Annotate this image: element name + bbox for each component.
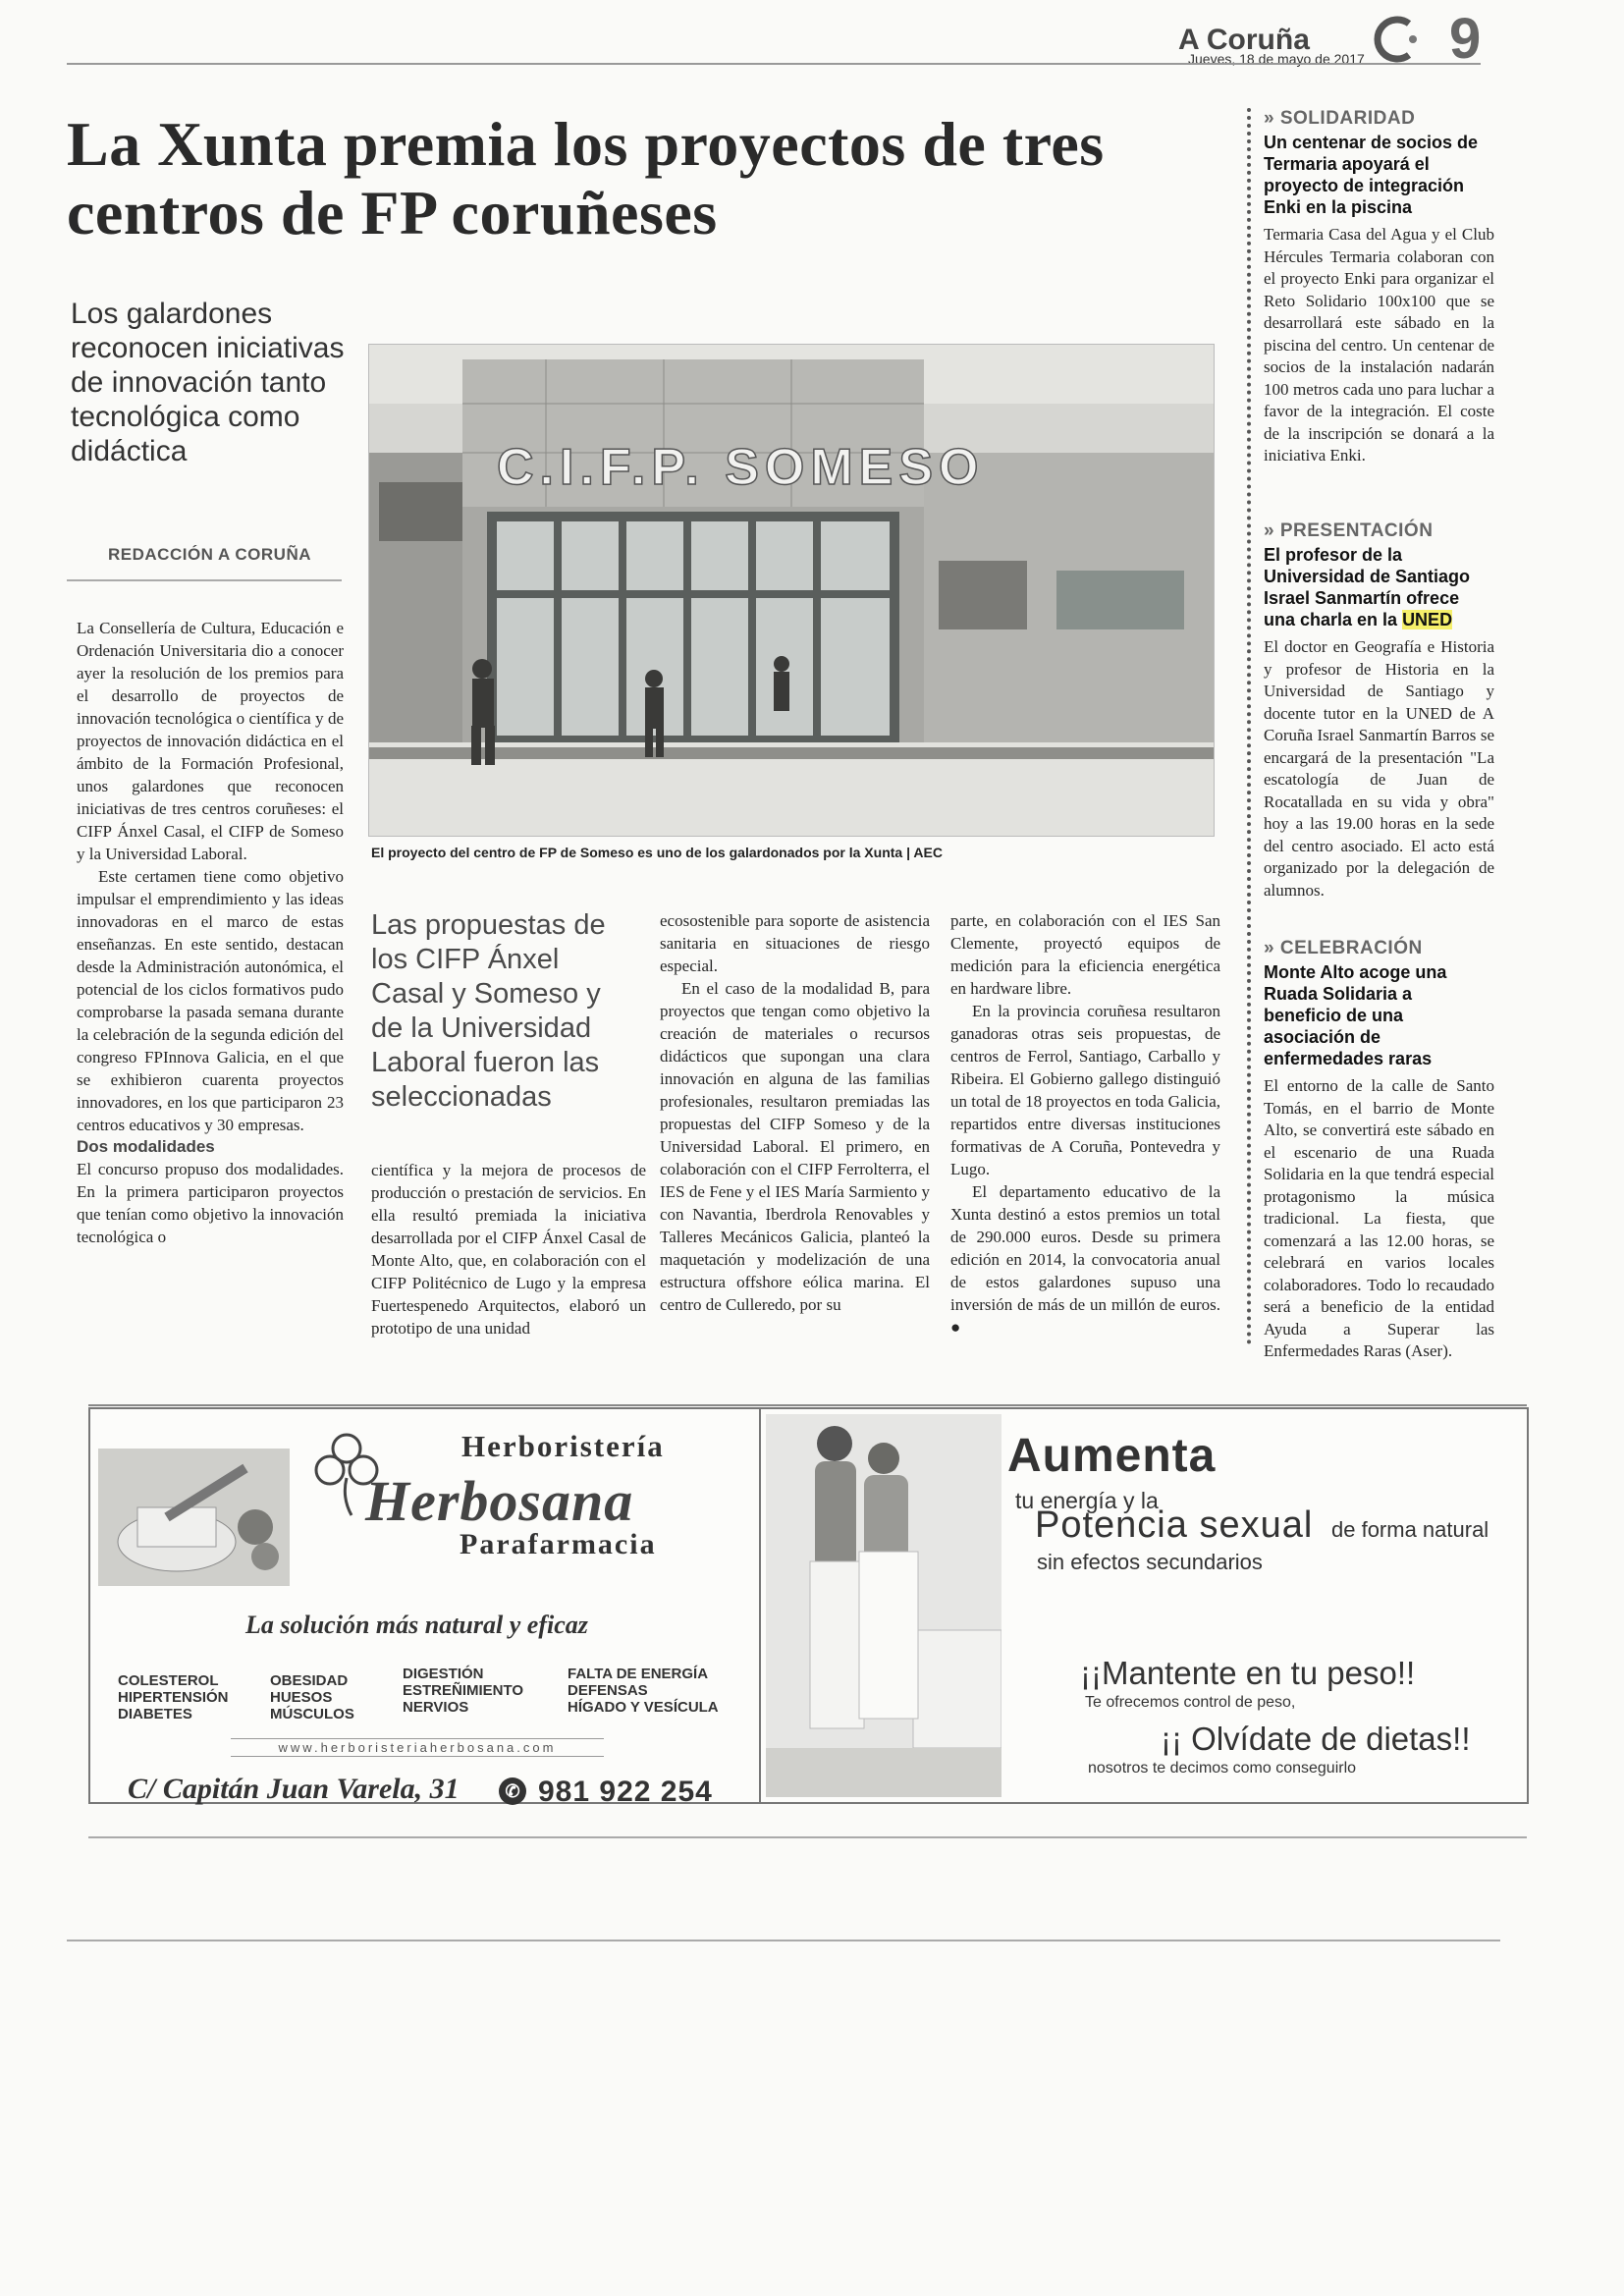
double-chevron-icon: » (1264, 938, 1275, 958)
article-column-1 (77, 617, 344, 1248)
aumenta-line6: ¡¡ Olvídate de dietas!! (1161, 1721, 1471, 1757)
list-item: OBESIDAD (270, 1672, 349, 1689)
aumenta-line4: ¡¡Mantente en tu peso!! (1080, 1655, 1416, 1691)
list-item: HÍGADO Y VESÍCULA (568, 1699, 719, 1716)
brief-kicker (1264, 520, 1494, 542)
aumenta-line2: Potencia sexual (1035, 1504, 1314, 1546)
page-bottom-rule (67, 1940, 1500, 1941)
section-name: A Coruña (1178, 24, 1310, 56)
pull-quote: Las propuestas de los CIFP Ánxel Casal y Someso y de la Universidad Laboral fueron las seleccionadas (371, 909, 606, 1113)
paragraph (950, 1180, 1220, 1339)
list-item: HIPERTENSIÓN (118, 1689, 229, 1706)
herbosana-line1: Herboristería (461, 1429, 665, 1463)
brief-title (1264, 544, 1494, 630)
herbosana-list-2 (270, 1672, 354, 1722)
byline-rule (67, 579, 342, 581)
photo-caption: El proyecto del centro de FP de Someso es uno de los galardonados por la Xunta | AEC (371, 845, 943, 860)
byline: REDACCIÓN A CORUÑA (108, 545, 312, 564)
kicker-label: PRESENTACIÓN (1279, 520, 1434, 541)
issue-date: Jueves, 18 de mayo de 2017 (1188, 51, 1365, 67)
paragraph: La Consellería de Cultura, Educación e Ordenación Universitaria dio a conocer ayer la resolución de los premios para el desarrollo de proyectos de innovación tecnológica o científica y de proyectos de innovación didáctica en el ámbito de la Formación Profesional, unos galardones que reconocen iniciativas de tres centros coruñeses: el CIFP Ánxel Casal, el CIFP de Someso y la Universidad Laboral. (77, 619, 344, 863)
paragraph: El concurso propuso dos modalidades. En la primera participaron proyectos que tenían como objetivo la innovación tecnológica o (77, 1160, 344, 1246)
herbosana-slogan: La solución más natural y eficaz (245, 1611, 588, 1639)
herbosana-list-3 (403, 1666, 523, 1716)
aumenta-line5: Te ofrecemos control de peso, (1085, 1694, 1296, 1711)
paragraph: En el caso de la modalidad B, para proyectos que tengan como objetivo la creación de materiales o recursos didácticos que supongan una clara innovación en alguna de las familias profesionales, resultaron premiadas las propuestas del CIFP Someso y de la Universidad Laboral. El primero, en colaboración con el CIFP Ferrolterra, el IES de Fene y el IES María Sarmiento y con Navantia, Iberdrola Renovables y Talleres Mecánicos Galicia, planteó la maquetación y modelización de una estructura offshore eólica marina. El centro de Culleredo, por su (660, 979, 930, 1314)
brief-title: Un centenar de socios de Termaria apoyará el proyecto de integración Enki en la piscina (1264, 133, 1479, 217)
aumenta-line3: sin efectos secundarios (1037, 1550, 1263, 1574)
paragraph-text: El departamento educativo de la Xunta destinó a estos premios un total de 290.000 euros. Desde su primera edición en 2014, la convocatoria anual de estos galardones supuso una inversión de más de un millón de euros. (950, 1182, 1220, 1314)
aumenta-line7: nosotros te decimos como conseguirlo (1088, 1760, 1357, 1777)
subhead-dos-modalidades: Dos modalidades (77, 1137, 215, 1156)
phone-icon: ✆ (499, 1777, 526, 1805)
ad-bottom-rule (88, 1836, 1527, 1838)
brief-title-text: El profesor de la Universidad de Santiago Israel Sanmartín ofrece una charla en la (1264, 545, 1471, 629)
herbosana-list-1 (118, 1672, 229, 1722)
list-item: ESTREÑIMIENTO (403, 1682, 524, 1699)
double-chevron-icon: » (1264, 520, 1275, 541)
list-item: MÚSCULOS (270, 1706, 354, 1722)
headline: La Xunta premia los proyectos de tres centros de FP coruñeses (67, 109, 1105, 247)
list-item: COLESTEROL (118, 1672, 219, 1689)
paragraph: científica y la mejora de procesos de producción o prestación de servicios. En ella resultó premiada la iniciativa desarrollada por el CIFP Ánxel Casal de Monte Alto, que, en colaboración con el CIFP Politécnico de Lugo y la empresa Fuertespenedo Arquitectos, elaboró un prototipo de una unidad (371, 1161, 646, 1338)
brief-body: El doctor en Geografía e Historia y profesor de Historia en la Universidad de Santiago y docente tutor en la UNED de A Coruña Israel Sanmartín Barros se encargará de la presentación "La escatología de Juan de Rocatallada en su vida y obra" hoy a las 19.00 horas en la sede del centro asociado. El acto está organizado por la delegación de alumnos. (1264, 637, 1494, 900)
herbosana-brand: Herbosana (365, 1469, 634, 1533)
building-photo (368, 344, 1215, 837)
kicker-label: CELEBRACIÓN (1279, 938, 1423, 958)
aumenta-line2b: de forma natural (1331, 1517, 1489, 1542)
list-item: NERVIOS (403, 1699, 469, 1716)
herbosana-line2: Parafarmacia (460, 1528, 657, 1560)
photo-sign-text: C.I.F.P. SOMESO (497, 439, 985, 496)
subheadline: Los galardones reconocen iniciativas de innovación tanto tecnológica como didáctica (71, 298, 345, 467)
paragraph: ecosostenible para soporte de asistencia sanitaria en situaciones de riesgo especial. (660, 911, 930, 975)
end-mark-icon: ● (950, 1318, 961, 1337)
aumenta-line1: tu energía y la (1015, 1488, 1159, 1513)
brief-body: Termaria Casa del Agua y el Club Hércules Termaria colaboran con el proyecto Enki para organizar el Reto Solidario 100x100 que se desarrollará este sábado en la piscina del centro. Un centenar de socios de la instalación nadarán 100 metros cada uno para luchar a favor de la integración. El coste de la inscripción se donará a la iniciativa Enki. (1264, 225, 1494, 465)
header-rule (67, 63, 1481, 65)
highlighted-text: UNED (1402, 610, 1453, 629)
list-item: FALTA DE ENERGÍA (568, 1666, 709, 1682)
page-number: 9 (1449, 7, 1482, 71)
brief-title: Monte Alto acoge una Ruada Solidaria a beneficio de una asociación de enfermedades raras (1264, 962, 1447, 1068)
brief-kicker (1264, 938, 1494, 959)
article-column-2 (371, 1159, 646, 1339)
list-item: HUESOS (270, 1689, 333, 1706)
sidebar-brief-presentacion (1264, 520, 1494, 902)
herbosana-list-4 (568, 1666, 719, 1716)
aumenta-title: Aumenta (1007, 1430, 1217, 1482)
sidebar-brief-celebracion (1264, 938, 1494, 1363)
list-item: DIGESTIÓN (403, 1666, 484, 1682)
article-column-4 (950, 909, 1220, 1339)
herbosana-phone: 981 922 254 (538, 1776, 713, 1808)
paragraph: parte, en colaboración con el IES San Clemente, proyectó equipos de medición para la eficiencia energética en hardware libre. (950, 911, 1220, 998)
newspaper-logo-icon (1370, 14, 1421, 65)
ad-top-rule (88, 1404, 1527, 1406)
sidebar-divider (1247, 108, 1251, 1345)
double-chevron-icon: » (1264, 108, 1275, 129)
herbosana-website: www.herboristeriaherbosana.com (231, 1738, 604, 1757)
article-column-3 (660, 909, 930, 1316)
paragraph: Este certamen tiene como objetivo impulsar el emprendimiento y las ideas innovadoras en el marco de estas enseñanzas. En este sentido, destacan desde la Administración autonómica, el potencial de los ciclos formativos pudo comprobarse la pasada semana durante la celebración de la segunda edición del congreso FPInnova Galicia, en el que se exhibieron cuarenta proyectos innovadores, en los que participaron 23 centros educativos y 30 empresas. (77, 867, 344, 1134)
list-item: DIABETES (118, 1706, 192, 1722)
brief-body: El entorno de la calle de Santo Tomás, en el barrio de Monte Alto, se convertirá este sábado en el escenario de una Ruada Solidaria en la que tendrá especial protagonismo la música tradicional. La fiesta, que comenzará a las 12.00 horas, se celebrará en varios locales colaboradores. Todo lo recaudado será a beneficio de la entidad Ayuda a Superar las Enfermedades Raras (Aser). (1264, 1076, 1494, 1360)
brief-kicker (1264, 108, 1494, 130)
kicker-label: SOLIDARIDAD (1279, 108, 1416, 129)
couple-photo (766, 1414, 1001, 1797)
list-item: DEFENSAS (568, 1682, 648, 1699)
herbosana-address: C/ Capitán Juan Varela, 31 (128, 1773, 460, 1805)
mortar-herbs-image (98, 1449, 290, 1586)
paragraph: En la provincia coruñesa resultaron ganadoras otras seis propuestas, de centros de Ferrol, Santiago, Carballo y Ribeira. El Gobierno gallego distinguió un total de 18 proyectos en toda Galicia, repartidos entre diversas instituciones formativas de A Coruña, Pontevedra y Lugo. (950, 1002, 1220, 1178)
sidebar-brief-solidaridad (1264, 108, 1494, 467)
